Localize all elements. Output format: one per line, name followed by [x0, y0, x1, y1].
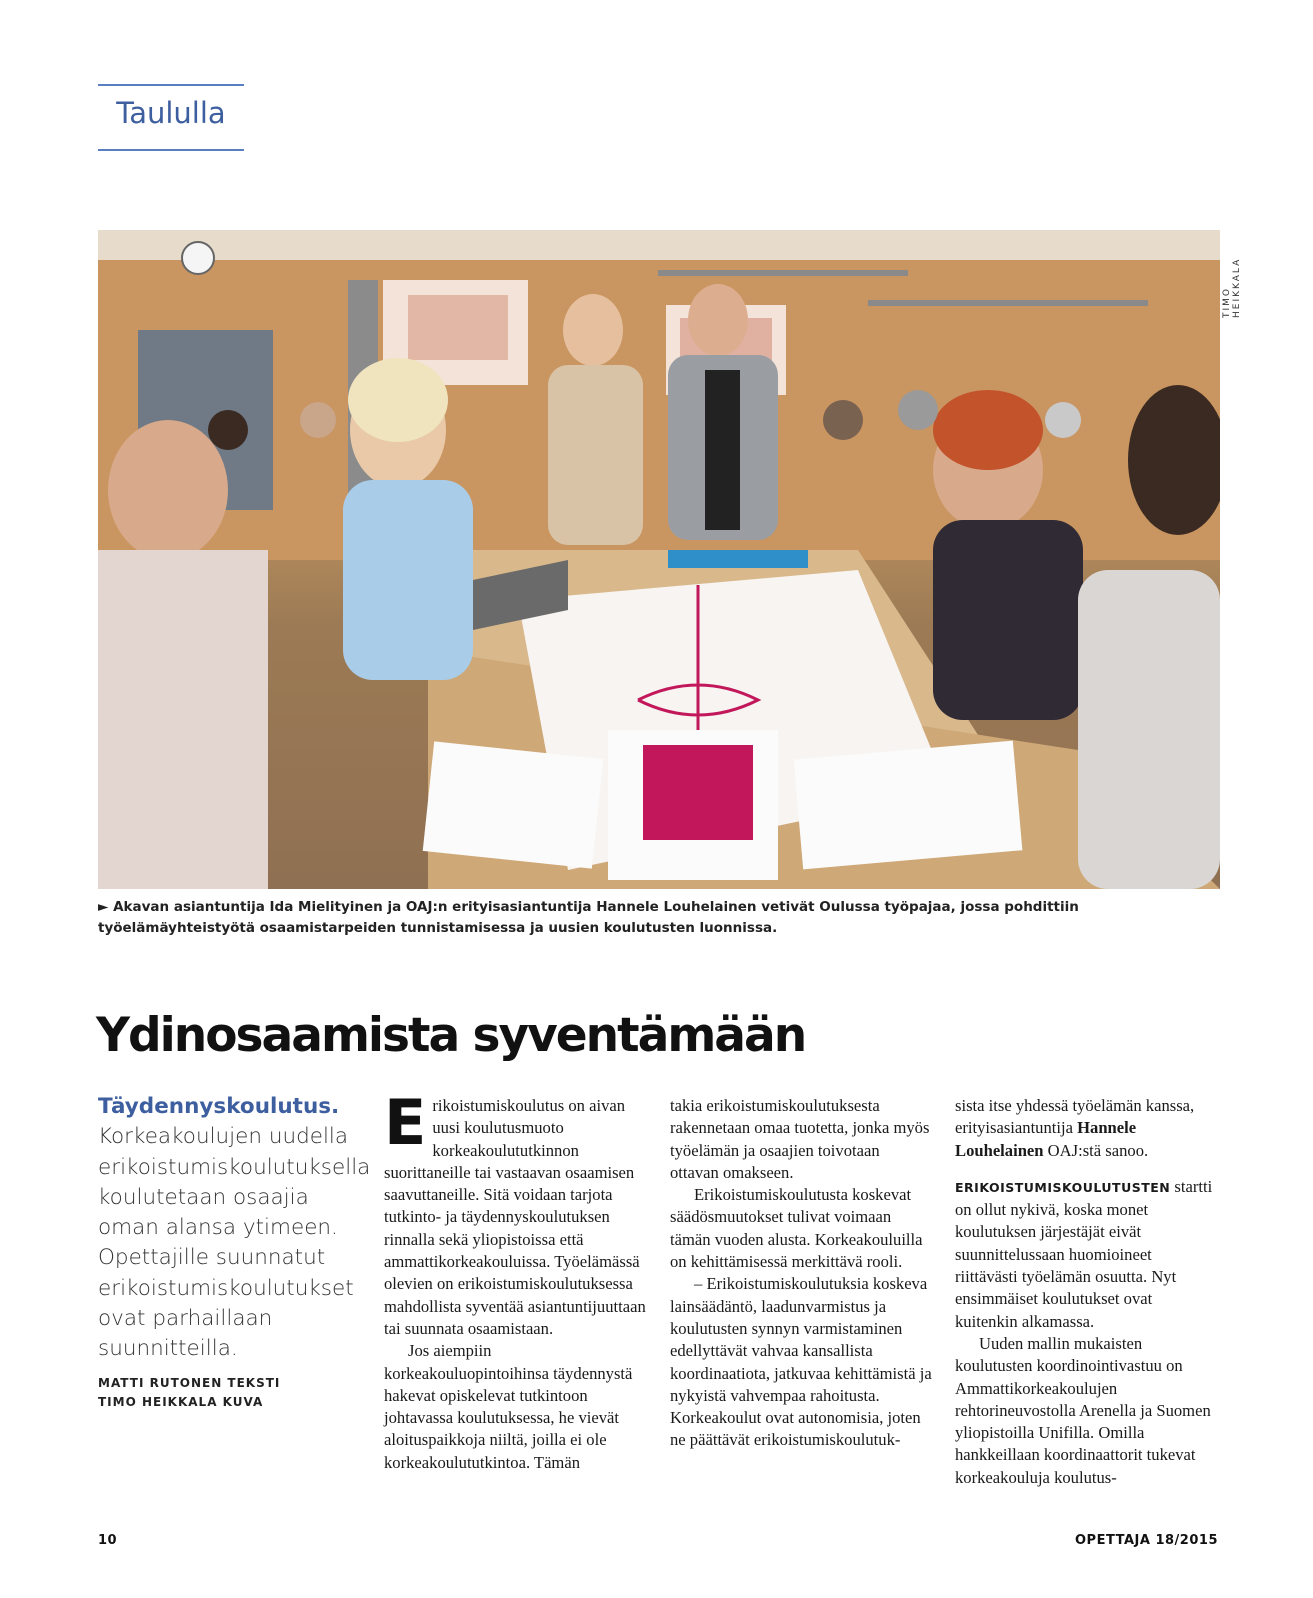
lead-text: Korkeakoulujen uudella erikoistumiskoulutuksella koulutetaan osaajia oman alansa ytimeen. Opettajille suunnatut erikoistumiskoulutukset ovat parhaillaan suunnitteilla.: [98, 1124, 371, 1362]
subheading: ERIKOISTUMISKOULUTUSTEN: [955, 1179, 1171, 1195]
body-paragraph: Uuden mallin mukaisten koulutusten koordinointivastuu on Ammattikorkeakoulujen rehtorineuvostolla Arenella ja Suomen yliopistoilla Unifilla. Omilla hankkeillaan koordinaattorit tukevat korkeakouluja koulutus-: [955, 1333, 1211, 1487]
body-text: rikoistumiskoulutus on aivan uusi koulutusmuoto korkeakoulututkinnon suorittaneille tai vastaavan osaamisen saavuttaneille. Sitä voidaan tarjota tutkinto- ja täydennyskoulutuksen rinnalla sekä yliopistoissa että ammattikorkeakouluissa. Työelämässä olevien on erikoistumiskoulutuksessa mahdollista syventää asiantuntijuuttaan tai suunnata osaamistaan.: [384, 1096, 646, 1338]
photo-credit: TIMO HEIKKALA: [1222, 257, 1242, 318]
body-column-3: [955, 1095, 1217, 1489]
section-rule-bottom: [98, 149, 244, 151]
lead-kicker: Täydennyskoulutus.: [98, 1094, 340, 1119]
section-rule-top: [98, 84, 244, 86]
photo-image-icon: [98, 230, 1220, 889]
body-paragraph: [955, 1176, 1217, 1333]
body-paragraph: Erikoistumiskoulutusta koskevat säädösmuutokset tulivat voimaan tämän vuoden alusta. Korkeakouluilla on kehittämisessä merkittävä rooli.: [670, 1185, 923, 1272]
article-headline: Ydinosaamista syventämään: [96, 1008, 806, 1063]
body-paragraph: [384, 1086, 646, 1340]
article-photo: [98, 230, 1220, 889]
photo-caption: ► Akavan asiantuntija Ida Mielityinen ja OAJ:n erityisasiantuntija Hannele Louhelainen vetivät Oulussa työpajaa, jossa pohdittiin työelämäyhteistyötä osaamistarpeiden tunnistamisessa ja uusien koulutusten luonnissa.: [98, 899, 1079, 936]
byline-photographer: TIMO HEIKKALA KUVA: [98, 1395, 264, 1409]
person-name: Hannele Louhelainen: [955, 1118, 1137, 1160]
section-label: Taululla: [116, 96, 226, 130]
body-paragraph: Jos aiempiin korkeakouluopintoihinsa täydennystä hakevat opiskelevat tutkintoon johtavassa koulutuksessa, he vievät aloituspaikkoja niiltä, joilla ei ole korkeakoulututkintoa. Tämän: [384, 1341, 633, 1472]
dropcap: E: [384, 1086, 427, 1159]
body-paragraph: takia erikoistumiskoulutuksesta rakennetaan omaa tuotetta, jonka myös työelämän ja osaajien toivotaan ottavan omakseen.: [670, 1096, 930, 1182]
publication-name: OPETTAJA 18/2015: [1075, 1533, 1218, 1548]
body-text: OAJ:stä sanoo.: [1043, 1140, 1149, 1160]
body-column-2: [670, 1095, 932, 1452]
byline-writer: MATTI RUTONEN TEKSTI: [98, 1376, 281, 1390]
page-number: 10: [98, 1533, 118, 1548]
body-paragraph: – Erikoistumiskoulutuksia koskeva lainsäädäntö, laadunvarmistus ja koulutusten synnyn varmistaminen edellyttävät vahvaa kansallista koordinaatiota, jatkuvaa kehittämistä ja nykyistä vahvempaa rahoitusta. Korkeakoulut ovat autonomisia, joten ne päättävät erikoistumiskoulutuk-: [670, 1274, 932, 1450]
body-column-1: [384, 1086, 646, 1474]
article-lead: [98, 1092, 371, 1365]
byline: [98, 1374, 280, 1412]
body-text: startti on ollut nykivä, koska monet koulutuksen järjestäjät eivät suunnittelussaan huomioineet riittävästi työelämän osuutta. Nyt ensimmäiset koulutukset ovat kuitenkin alkamassa.: [955, 1176, 1213, 1331]
body-paragraph: [955, 1095, 1217, 1162]
body-text: sista itse yhdessä työelämän kanssa, erityisasiantuntija: [955, 1096, 1195, 1138]
